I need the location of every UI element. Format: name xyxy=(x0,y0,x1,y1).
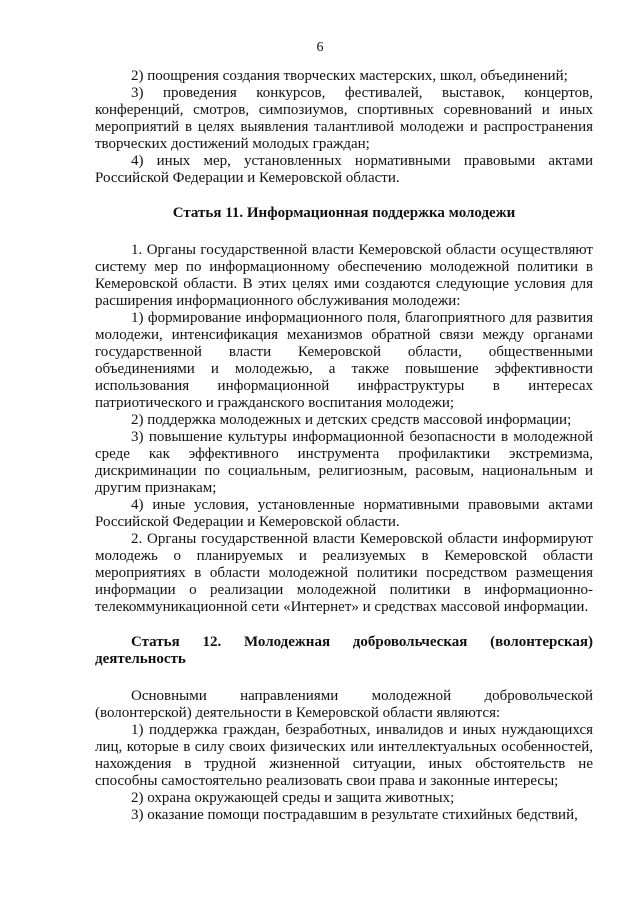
paragraph: 2) поощрения создания творческих мастерских, школ, объединений; xyxy=(131,68,568,84)
page-number: 6 xyxy=(316,40,324,55)
paragraph: 2) поддержка молодежных и детских средств массовой информации; xyxy=(131,412,572,428)
paragraph: 2. Органы государственной власти Кемеровской области информируют молодежь о планируемых и реализуемых в Кемеровской области мероприятиях в области молодежной политики посредством размещения информации о реализации молодежной политики в информационно-телекоммуникационной сети «Интернет» и средствах массовой информации. xyxy=(95,531,593,615)
paragraph: 1) поддержка граждан, безработных, инвалидов и иных нуждающихся лиц, которые в силу своих физических или интеллектуальных особенностей, нахождения в трудной жизненной ситуации, иных обстоятельств не способны самостоятельно реализовать свои права и законные интересы; xyxy=(95,722,593,789)
paragraph: 3) оказание помощи пострадавшим в результате стихийных бедствий, xyxy=(131,807,578,823)
document-body xyxy=(95,68,593,824)
paragraph: Основными направлениями молодежной добровольческой (волонтерской) деятельности в Кемеровской области являются: xyxy=(95,688,593,721)
paragraph: 1. Органы государственной власти Кемеровской области осуществляют систему мер по информационному обеспечению молодежной политики в Кемеровской области. В этих целях ими создаются следующие условия для расширения информационного обслуживания молодежи: xyxy=(95,242,593,309)
paragraph: 3) проведения конкурсов, фестивалей, выставок, концертов, конференций, смотров, симпозиумов, спортивных соревнований и иных мероприятий в целях выявления талантливой молодежи и распространения творческих достижений молодых граждан; xyxy=(95,85,593,152)
paragraph: 2) охрана окружающей среды и защита животных; xyxy=(131,790,455,806)
paragraph: 3) повышение культуры информационной безопасности в молодежной среде как эффективного инструмента профилактики экстремизма, дискриминации по социальным, религиозным, расовым, национальным и другим признакам; xyxy=(95,429,593,496)
article-11-heading: Статья 11. Информационная поддержка молодежи xyxy=(172,205,516,221)
paragraph: 1) формирование информационного поля, благоприятного для развития молодежи, интенсификация механизмов обратной связи между органами государственной власти Кемеровской области, общественными объединениями и молодежью, а также повышение эффективности использования информационной инфраструктуры в интересах патриотического и гражданского воспитания молодежи; xyxy=(95,310,593,411)
article-12-heading: Статья 12. Молодежная добровольческая (волонтерская) деятельность xyxy=(95,634,593,667)
paragraph: 4) иных мер, установленных нормативными правовыми актами Российской Федерации и Кемеровской области. xyxy=(95,153,593,186)
paragraph: 4) иные условия, установленные нормативными правовыми актами Российской Федерации и Кемеровской области. xyxy=(95,497,593,530)
